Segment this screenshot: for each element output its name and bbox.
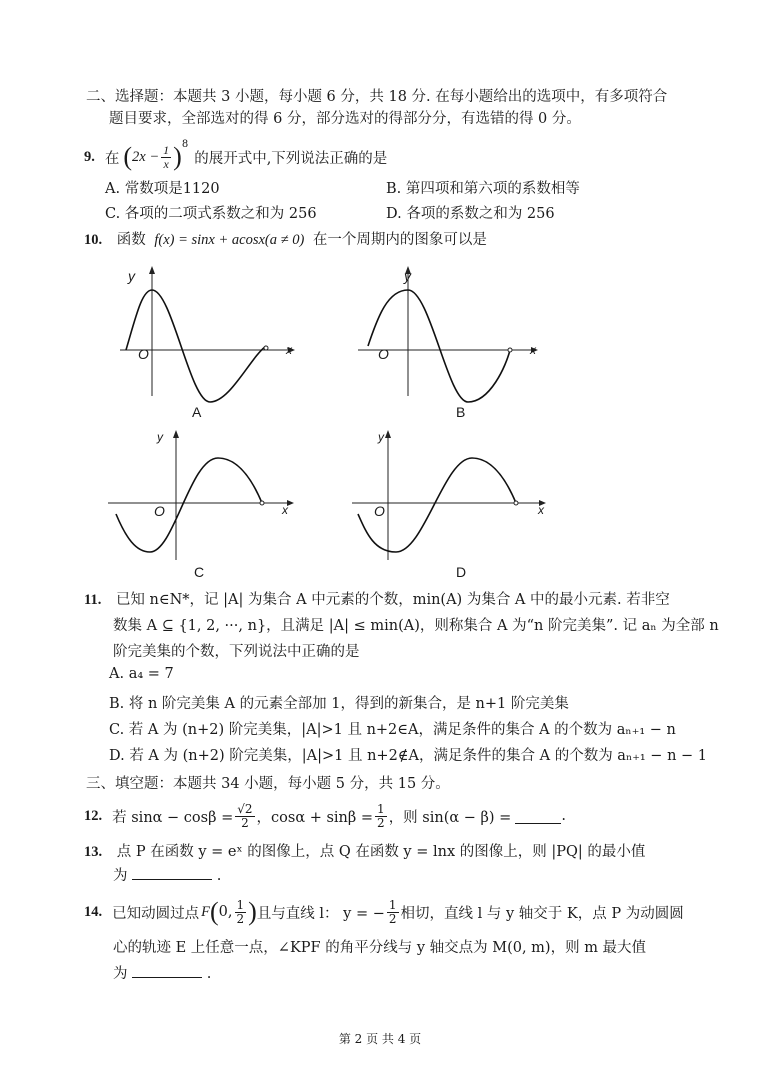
question-number: 11. <box>84 592 102 608</box>
fraction: $\frac{1}{2}$ <box>377 801 385 830</box>
question-9-stem: 9. 在 ( 2x − $\frac{1}{x}$ ) $^8$ 的展开式中,下列说法正确的是 <box>84 139 388 171</box>
question-number: 12. <box>84 807 103 824</box>
question-10-stem: 10. 函数 f(x) = sinx + acosx(a ≠ 0) 在一个周期内的图象可以是 <box>84 232 487 248</box>
question-11-option-a: A. a₄ = 7 <box>109 666 174 682</box>
answer-blank[interactable] <box>132 963 202 978</box>
question-number: 13. <box>84 844 103 860</box>
question-11-stem-line3: 阶完美集的个数，下列说法中正确的是 <box>113 644 360 660</box>
fraction: $\frac{√2}{2}$ <box>237 801 253 830</box>
sine-curve <box>116 458 262 552</box>
section-2-header-line1: 二、选择题：本题共 3 小题，每小题 6 分，共 18 分. 在每小题给出的选项中，有多项符合 <box>86 89 668 105</box>
question-11-option-c: C. 若 A 为 (n+2) 阶完美集，|A|>1 且 n+2∈A，满足条件的集合 A 的个数为 aₙ₊₁ − n <box>109 722 676 738</box>
question-14-stem-line3: 为 . <box>113 962 211 983</box>
question-number: 10. <box>84 232 103 248</box>
question-9-option-b: B. 第四项和第六项的系数相等 <box>386 181 580 197</box>
answer-blank[interactable] <box>515 809 561 824</box>
question-13-stem-line2: 为 . <box>113 864 221 885</box>
graph-a <box>120 266 295 402</box>
graph-d <box>352 428 546 564</box>
question-11-option-d: D. 若 A 为 (n+2) 阶完美集，|A|>1 且 n+2∉A，满足条件的集合 A 的个数为 aₙ₊₁ − n − 1 <box>109 748 707 764</box>
graph-label-b: B <box>456 404 466 420</box>
question-11-stem-line1: 11. 已知 n∈N*，记 |A| 为集合 A 中元素的个数，min(A) 为集合 A 中的最小元素. 若非空 <box>84 592 670 608</box>
question-9-option-d: D. 各项的系数之和为 256 <box>386 206 555 222</box>
section-3-header: 三、填空题：本题共 34 小题，每小题 5 分，共 15 分。 <box>86 776 450 792</box>
question-number: 9. <box>84 148 95 165</box>
graph-label-c: C <box>194 564 205 580</box>
graph-c <box>108 428 294 564</box>
question-14-stem-line2: 心的轨迹 E 上任意一点，∠KPF 的角平分线与 y 轴交点为 M(0, m)，则 m 最大值 <box>113 940 647 956</box>
fraction: $\frac{1}{2}$ <box>236 897 245 926</box>
answer-blank[interactable] <box>132 865 212 880</box>
section-2-header-line2: 题目要求，全部选对的得 6 分，部分选对的得部分分，有选错的得 0 分。 <box>109 111 581 127</box>
question-9-option-a: A. 常数项是1120 <box>105 181 220 197</box>
question-12-stem: 12. 若 sinα − cosβ = $\frac{√2}{2}$ ，cosα + sinβ = $\frac{1}{2}$ ，则 sin(α − β) = . <box>84 801 566 830</box>
question-9-option-c: C. 各项的二项式系数之和为 256 <box>105 206 317 222</box>
graph-label-d: D <box>456 564 467 580</box>
question-11-option-b: B. 将 n 阶完美集 A 的元素全部加 1，得到的新集合，是 n+1 阶完美集 <box>109 696 569 712</box>
fraction: $\frac{1}{2}$ <box>388 897 397 926</box>
fraction: $\frac{1}{x}$ <box>163 142 170 171</box>
page-footer: 第 2 页 共 4 页 <box>338 1032 422 1046</box>
graph-label-a: A <box>192 404 202 420</box>
sine-curve <box>368 290 510 402</box>
question-13-stem-line1: 13. 点 P 在函数 y = eˣ 的图像上，点 Q 在函数 y = lnx 的图像上，则 |PQ| 的最小值 <box>84 844 646 860</box>
question-11-stem-line2: 数集 A ⊆ {1, 2, ···, n}，且满足 |A| ≤ min(A)，则称集合 A 为“n 阶完美集”. 记 aₙ 为全部 n <box>113 618 719 634</box>
graph-b <box>358 266 538 402</box>
question-number: 14. <box>84 903 103 920</box>
question-14-stem-line1: 14. 已知动圆过点 F ( 0, $\frac{1}{2}$ ) 且与直线 l： y = − $\frac{1}{2}$ 相切，直线 l 与 y 轴交于 K，点 P 为动圆圆 <box>84 897 684 926</box>
